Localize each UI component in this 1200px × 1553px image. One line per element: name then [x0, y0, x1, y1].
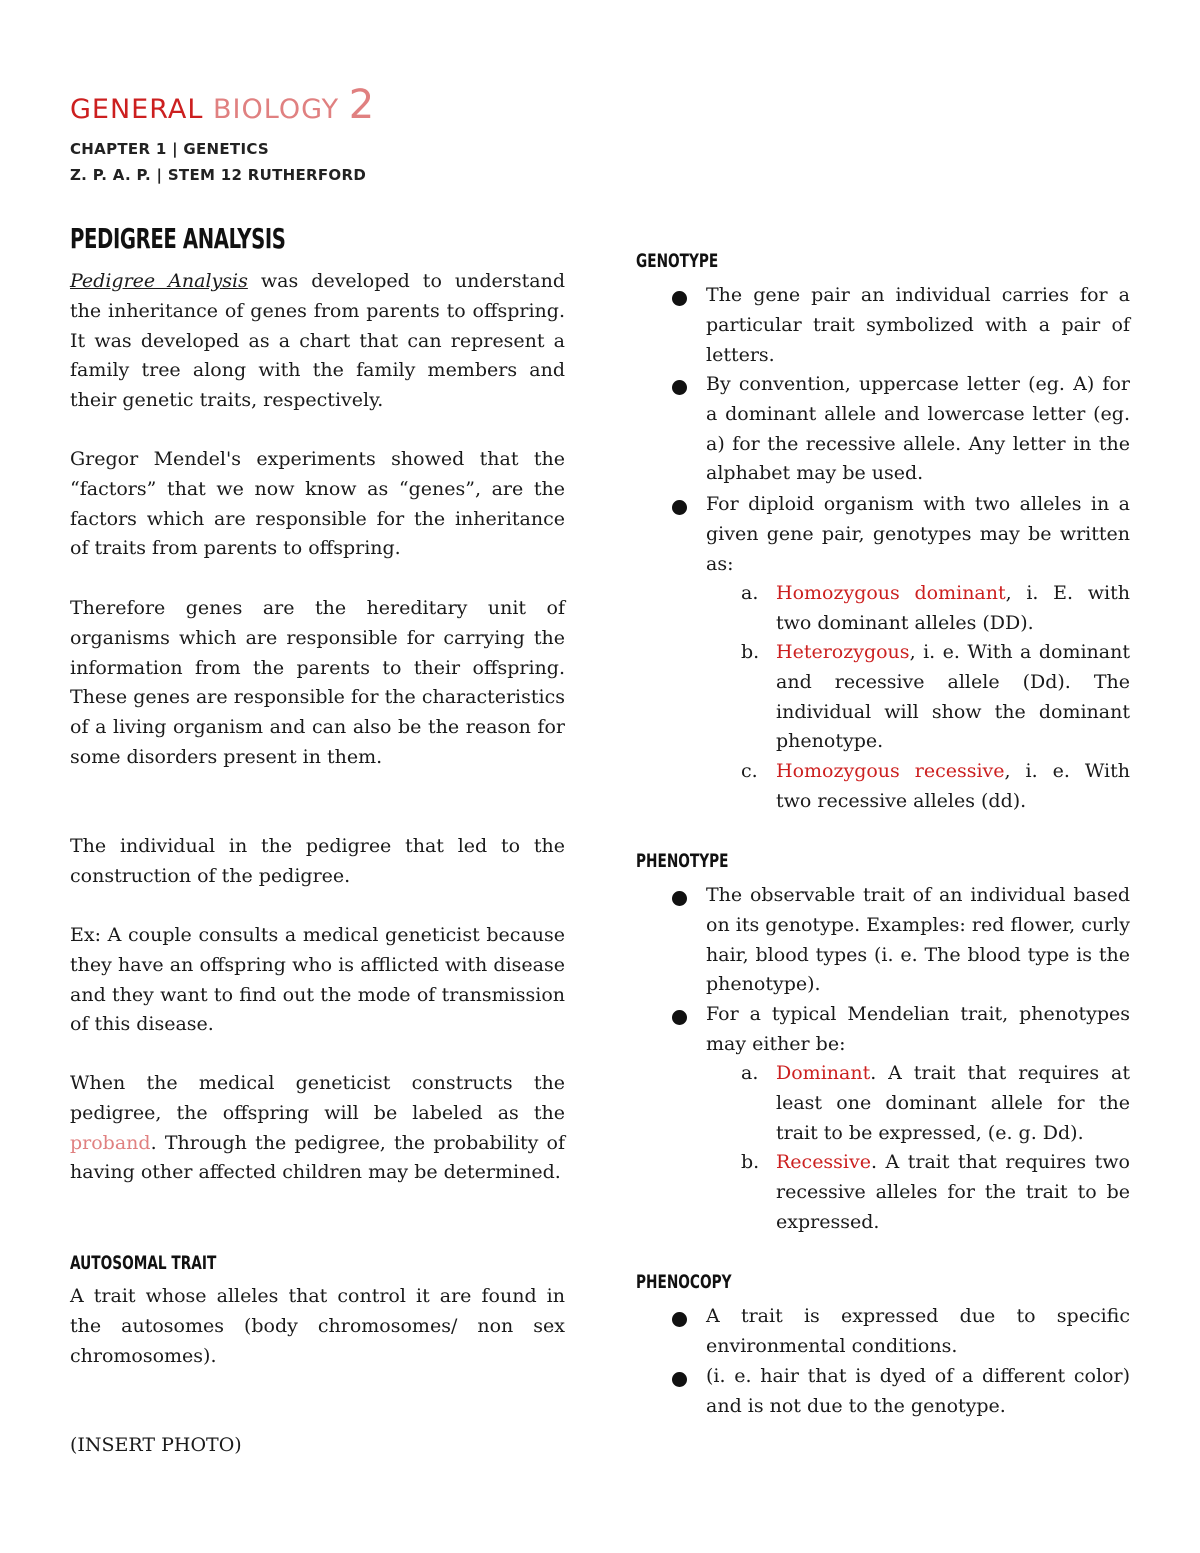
term: Heterozygous: [776, 641, 910, 663]
document-title: [70, 82, 375, 128]
bullet-icon: [672, 291, 687, 306]
bullet-icon: [672, 891, 687, 906]
heterozygous-item: [776, 638, 1130, 757]
term-rest: . A trait that requires two recessive alleles for the trait to be expressed.: [776, 1151, 1130, 1233]
genes-paragraph: Therefore genes are the hereditary unit of organisms which are responsible for carrying the information from the parents to their offspring. These genes are responsible for the characteristics of a living organism and can also be the reason for some disorders present in them.: [70, 597, 565, 768]
term-rest: , i. E. with two dominant alleles (DD).: [776, 582, 1130, 634]
phenotype-bullet-2: For a typical Mendelian trait, phenotypes may either be:: [706, 1003, 1130, 1055]
term: Homozygous recessive: [776, 760, 1005, 782]
genotype-bullet-1: The gene pair an individual carries for a particular trait symbolized with a pair of letters.: [706, 284, 1130, 366]
term-rest: , i. e. With a dominant and recessive allele (Dd). The individual will show the dominant phenotype.: [776, 641, 1130, 753]
phenocopy-bullet-1: A trait is expressed due to specific environmental conditions.: [706, 1305, 1130, 1357]
bullet-icon: [672, 1312, 687, 1327]
autosomal-trait-text: A trait whose alleles that control it are found in the autosomes (body chromosomes/ non sex chromosomes).: [70, 1285, 565, 1367]
example-paragraph: Ex: A couple consults a medical geneticist because they have an offspring who is afflicted with disease and they want to find out the mode of transmission of this disease.: [70, 924, 565, 1036]
autosomal-trait-heading: AUTOSOMAL TRAIT: [70, 1252, 217, 1274]
term: Dominant: [776, 1062, 871, 1084]
proband-term: proband: [70, 1131, 151, 1154]
proband-paragraph: [70, 1069, 565, 1188]
term-rest: . A trait that requires at least one dominant allele for the trait to be expressed, (e. g. Dd).: [776, 1062, 1130, 1144]
phenotype-heading: PHENOTYPE: [636, 850, 729, 872]
title-number: 2: [348, 82, 376, 128]
sub-letter: b.: [741, 641, 760, 663]
term: Recessive: [776, 1151, 871, 1173]
insert-photo-placeholder: (INSERT PHOTO): [70, 1434, 242, 1456]
author-line: Z. P. A. P. | STEM 12 RUTHERFORD: [70, 166, 367, 184]
intro-paragraph: [70, 267, 565, 416]
title-general: GENERAL: [70, 94, 204, 125]
intro-term: Pedigree Analysis: [70, 270, 248, 292]
bullet-icon: [672, 1372, 687, 1387]
genotype-bullet-3: For diploid organism with two alleles in a given gene pair, genotypes may be written as:: [706, 493, 1130, 575]
homozygous-recessive-item: [776, 757, 1130, 817]
sub-letter: c.: [741, 760, 758, 782]
phenotype-bullet-1: The observable trait of an individual based on its genotype. Examples: red flower, curly hair, blood types (i. e. The blood type is the phenotype).: [706, 884, 1130, 996]
term: Homozygous dominant: [776, 582, 1006, 604]
p6-pre: When the medical geneticist constructs the pedigree, the offspring will be labeled as the: [70, 1072, 565, 1124]
sub-letter: a.: [741, 1062, 759, 1084]
sub-letter: b.: [741, 1151, 760, 1173]
pedigree-analysis-heading: PEDIGREE ANALYSIS: [70, 222, 286, 255]
proband-definition-paragraph: The individual in the pedigree that led to the construction of the pedigree.: [70, 835, 565, 887]
mendel-paragraph: Gregor Mendel's experiments showed that the “factors” that we now know as “genes”, are the factors which are responsible for the inheritance of traits from parents to offspring.: [70, 448, 565, 560]
term-rest: , i. e. With two recessive alleles (dd).: [776, 760, 1130, 812]
sub-letter: a.: [741, 582, 759, 604]
bullet-icon: [672, 1010, 687, 1025]
genotype-heading: GENOTYPE: [636, 250, 719, 272]
chapter-line: CHAPTER 1 | GENETICS: [70, 140, 270, 158]
bullet-icon: [672, 380, 687, 395]
genotype-bullet-2: By convention, uppercase letter (eg. A) for a dominant allele and lowercase letter (eg. a) for the recessive allele. Any letter in the alphabet may be used.: [706, 373, 1130, 485]
recessive-item: [776, 1148, 1130, 1237]
dominant-item: [776, 1059, 1130, 1148]
phenocopy-bullet-2: (i. e. hair that is dyed of a different color) and is not due to the genotype.: [706, 1365, 1130, 1417]
phenocopy-heading: PHENOCOPY: [636, 1271, 732, 1293]
intro-rest: was developed to understand the inheritance of genes from parents to offspring. It was developed as a chart that can represent a family tree along with the family members and their genetic traits, respectively.: [70, 270, 565, 412]
title-biology: BIOLOGY: [213, 94, 340, 125]
homozygous-dominant-item: [776, 579, 1130, 639]
bullet-icon: [672, 500, 687, 515]
p6-post: . Through the pedigree, the probability of having other affected children may be determined.: [70, 1131, 565, 1184]
